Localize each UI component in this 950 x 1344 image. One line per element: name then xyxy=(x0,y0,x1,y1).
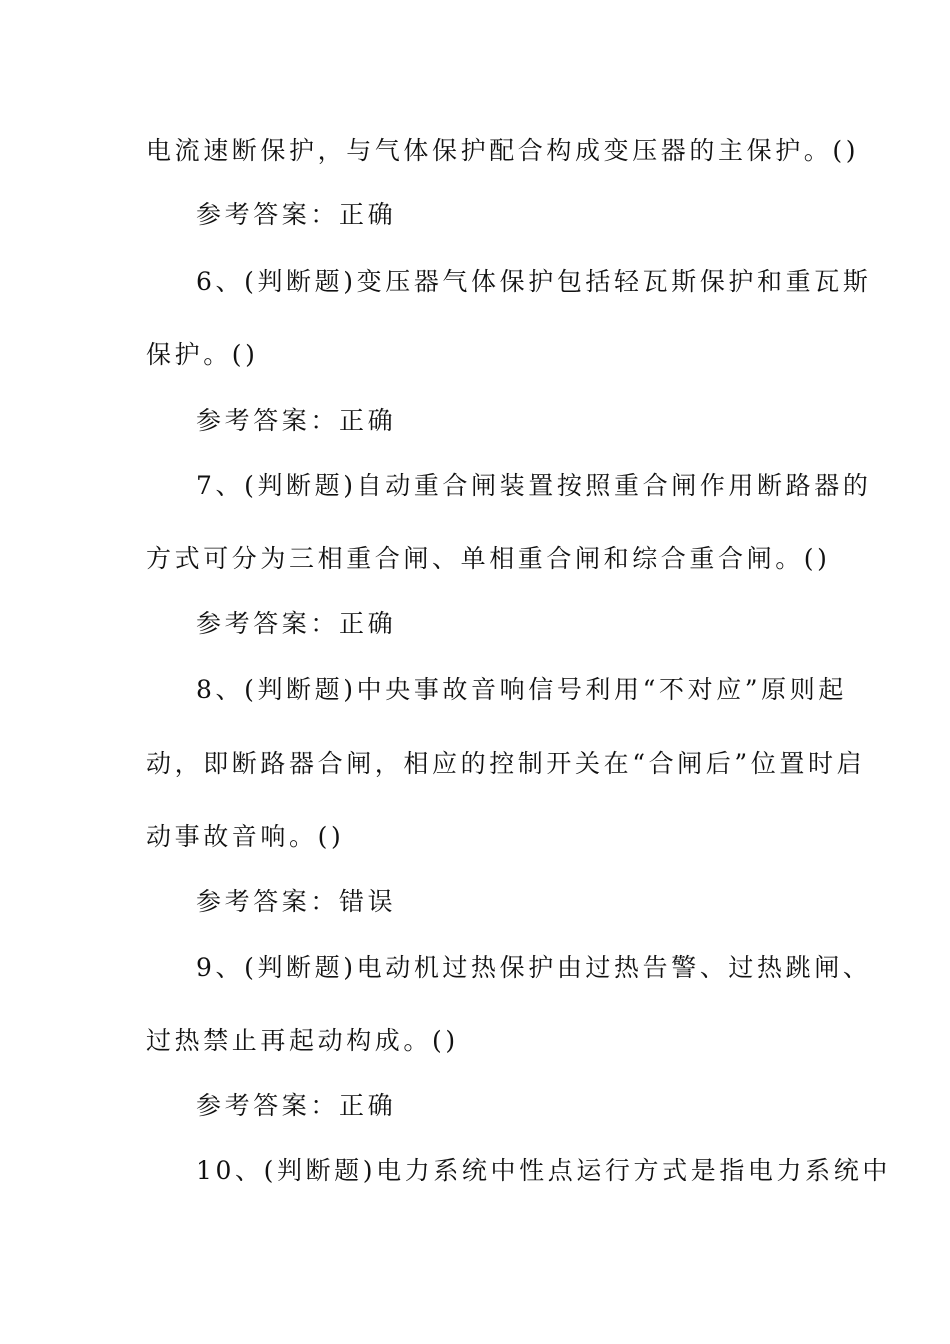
question-8-line-1: 8、(判断题)中央事故音响信号利用“不对应”原则起 xyxy=(196,675,847,704)
question-9-line-1: 9、(判断题)电动机过热保护由过热告警、过热跳闸、 xyxy=(196,953,872,982)
answer-9: 参考答案：正确 xyxy=(196,1091,397,1120)
question-5-continuation: 电流速断保护，与气体保护配合构成变压器的主保护。() xyxy=(146,136,860,165)
question-6-line-2: 保护。() xyxy=(146,340,259,369)
question-8-line-2: 动，即断路器合闸，相应的控制开关在“合闸后”位置时启 xyxy=(146,749,866,778)
question-7-line-2: 方式可分为三相重合闸、单相重合闸和综合重合闸。() xyxy=(146,544,831,573)
question-6-line-1: 6、(判断题)变压器气体保护包括轻瓦斯保护和重瓦斯 xyxy=(196,267,872,296)
answer-7: 参考答案：正确 xyxy=(196,609,397,638)
question-7-line-1: 7、(判断题)自动重合闸装置按照重合闸作用断路器的 xyxy=(196,471,872,500)
answer-5: 参考答案：正确 xyxy=(196,200,397,229)
answer-8: 参考答案：错误 xyxy=(196,887,397,916)
question-10-line-1: 10、(判断题)电力系统中性点运行方式是指电力系统中 xyxy=(196,1156,891,1185)
question-9-line-2: 过热禁止再起动构成。() xyxy=(146,1026,459,1055)
question-8-line-3: 动事故音响。() xyxy=(146,822,345,851)
answer-6: 参考答案：正确 xyxy=(196,406,397,435)
